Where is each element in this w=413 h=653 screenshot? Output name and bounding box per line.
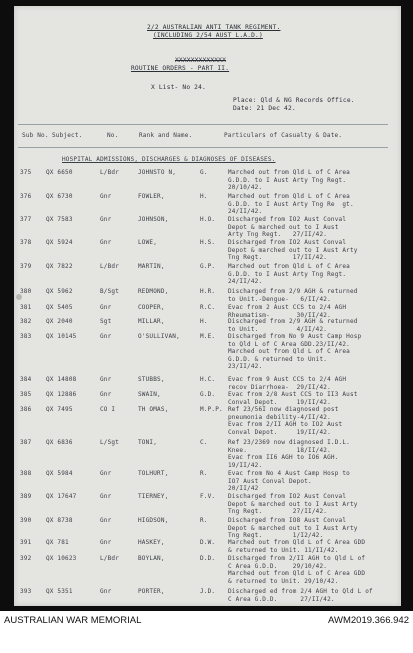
entry-service-no: QX 7822 [46, 263, 73, 270]
entry-particulars-line: C Area G.D.D. 27/II/42. [228, 595, 335, 603]
entry-sub-no: 385 [20, 391, 32, 398]
entry-initials: R. [200, 517, 208, 524]
entry-initials: R.C. [200, 304, 216, 311]
col-rank-name: Rank and Name. [139, 132, 193, 139]
entry-rank: CO I [100, 406, 116, 413]
entry-rank: Gnr [100, 216, 112, 223]
entry-rank: Gnr [100, 517, 112, 524]
entry-sub-no: 376 [20, 193, 32, 200]
document-page [14, 6, 401, 606]
entry-initials: R. [200, 470, 208, 477]
entry-particulars-line: Ref 23/56I now diagnosed post [228, 406, 339, 413]
entry-service-no: QX 7583 [46, 216, 73, 223]
entry-service-no: QX 5924 [46, 239, 73, 246]
entry-service-no: QX 14808 [46, 376, 77, 383]
entry-particulars-line: 20/II/42 [228, 485, 259, 493]
entry-service-no: QX 781 [46, 539, 69, 546]
entry-sub-no: 378 [20, 239, 32, 246]
entry-rank: Gnr [100, 588, 112, 595]
entry-particulars-line: Rheumatism- 30/II/42. [228, 311, 331, 319]
entry-particulars-line: Depot & marched out to I Aust Arty [228, 500, 358, 508]
entry-particulars-line: 24/II/42. [228, 208, 263, 216]
entry-surname: BOYLAN, [138, 555, 165, 562]
entry-particulars-line: Evac from No 4 Aust Camp Hosp to [228, 470, 350, 477]
entry-rank: Gnr [100, 539, 112, 546]
entry-sub-no: 388 [20, 470, 32, 477]
entry-particulars-line: Discharged from 2/9 AGH & returned [228, 318, 358, 325]
entry-sub-no: 375 [20, 169, 32, 176]
entry-surname: TIERNEY, [138, 493, 169, 500]
entry-particulars-line: Marched out from Qld L of C Area GDD [228, 570, 366, 578]
orders-title: ROUTINE ORDERS - PART II. [131, 65, 230, 72]
entry-particulars-line: Evac from 2 Aust CCS to 2/4 AGH [228, 304, 347, 311]
entry-particulars-line: Evac from 2/II AGH to IO2 Aust [228, 421, 343, 429]
entry-initials: H.C. [200, 376, 216, 383]
entry-service-no: QX 5962 [46, 288, 73, 295]
entry-service-no: QX 10623 [46, 555, 77, 562]
entry-surname: REDMOND, [138, 288, 169, 295]
entry-particulars-line: Discharged from 2/9 AGH & returned [228, 288, 358, 295]
header-rule-bottom [18, 147, 388, 148]
entry-service-no: QX 6730 [46, 193, 73, 200]
entry-particulars-line: & returned to Unit. 29/10/42. [228, 577, 339, 585]
entry-particulars-line: Evac from 2/8 Aust CCS to II3 Aust [228, 391, 358, 398]
entry-initials: M.E. [200, 333, 216, 340]
entry-particulars-line: to Unit. 4/II/42. [228, 325, 328, 333]
entry-surname: PORTER, [138, 588, 165, 595]
entry-particulars-line: G.D.D. & returned to Unit. [228, 355, 328, 363]
entry-particulars-line: to Unit.-Dengue- 6/II/42. [228, 295, 331, 303]
entry-sub-no: 387 [20, 439, 32, 446]
entry-rank: Gnr [100, 239, 112, 246]
entry-rank: Gnr [100, 376, 112, 383]
entry-rank: L/Bdr [100, 263, 120, 270]
entry-service-no: QX 17647 [46, 493, 77, 500]
entry-initials: H. [200, 318, 208, 325]
footer-accession: AWM2019.366.942 [328, 615, 409, 626]
col-no: No. [107, 132, 119, 139]
entry-particulars-line: Marched out from Qld L of C Area [228, 193, 350, 200]
section-title: HOSPITAL ADMISSIONS, DISCHARGES & DIAGNOSES OF DISEASES. [62, 156, 276, 163]
entry-service-no: QX 7495 [46, 406, 73, 413]
entry-service-no: QX 5351 [46, 588, 73, 595]
entry-rank: Gnr [100, 493, 112, 500]
entry-surname: TONI, [138, 439, 158, 446]
entry-particulars-line: Marched out from Qld L of C Area [228, 169, 350, 176]
entry-particulars-line: Depot & marched out to I Aust Arty [228, 246, 358, 254]
entry-initials: D.D. [200, 555, 216, 562]
entry-service-no: QX 12886 [46, 391, 77, 398]
entry-sub-no: 393 [20, 588, 32, 595]
entry-rank: L/Bdr [100, 169, 120, 176]
unit-heading: 2/2 AUSTRALIAN ANTI TANK REGIMENT. [147, 24, 281, 31]
entry-particulars-line: Discharged from 2/II AGH to Qld L of [228, 555, 366, 562]
header-rule-top [18, 124, 388, 125]
entry-sub-no: 384 [20, 376, 32, 383]
entry-initials: C. [200, 439, 208, 446]
entry-surname: JOHNSTO N, [138, 169, 177, 176]
entry-particulars-line: Conval Depot. 19/II/42. [228, 428, 331, 436]
entry-surname: STUBBS, [138, 376, 165, 383]
entry-initials: H.O. [200, 216, 216, 223]
entry-sub-no: 382 [20, 318, 32, 325]
entry-surname: O'SULLIVAN, [138, 333, 180, 340]
entry-service-no: QX 6650 [46, 169, 73, 176]
entry-sub-no: 389 [20, 493, 32, 500]
entry-particulars-line: Ref 23/2369 now diagnosed I.D.L. [228, 439, 350, 446]
entry-rank: Gnr [100, 470, 112, 477]
col-particulars: Particulars of Casualty & Date. [224, 132, 343, 139]
place-line: Place: Qld & NG Records Office. [233, 97, 355, 104]
entry-particulars-line: to Qld L of C Area GDD.23/II/42. [228, 340, 350, 348]
entry-initials: G.D. [200, 391, 216, 398]
entry-particulars-line: G.D.D. to I Aust Arty Tng Regt. [228, 176, 347, 184]
entry-initials: H. [200, 193, 208, 200]
entry-sub-no: 392 [20, 555, 32, 562]
entry-rank: Gnr [100, 193, 112, 200]
entry-sub-no: 381 [20, 304, 32, 311]
entry-surname: COOPER, [138, 304, 165, 311]
entry-rank: Gnr [100, 333, 112, 340]
entry-particulars-line: Discharged ed from 2/4 AGH to Qld L of [228, 588, 373, 595]
entry-surname: TH OMAS, [138, 406, 169, 413]
entry-sub-no: 386 [20, 406, 32, 413]
entry-particulars-line: Conval Depot. 19/II/42. [228, 398, 331, 406]
entry-initials: J.D. [200, 588, 216, 595]
entry-initials: D.W. [200, 539, 216, 546]
entry-particulars-line: & returned to Unit. 11/II/42. [228, 546, 339, 554]
entry-particulars-line: Marched out from Qld L of C Area [228, 263, 350, 270]
entry-sub-no: 377 [20, 216, 32, 223]
entry-surname: HASKEY, [138, 539, 165, 546]
footer-source: AUSTRALIAN WAR MEMORIAL [4, 615, 142, 626]
entry-particulars-line: pneumonia debility-4/II/42. [228, 413, 331, 421]
entry-initials: H.R. [200, 288, 216, 295]
date-line: Date: 21 Dec 42. [233, 105, 296, 112]
entry-surname: SWAIN, [138, 391, 161, 398]
entry-particulars-line: Depot & marched out to I Aust [228, 223, 339, 231]
entry-sub-no: 391 [20, 539, 32, 546]
entry-particulars-line: Arty Tng Regt. 27/II/42. [228, 231, 328, 239]
entry-surname: MILLAR, [138, 318, 165, 325]
entry-particulars-line: Evac from 9 Aust CCS to 2/4 AGH [228, 376, 347, 383]
entry-particulars-line: 24/II/42. [228, 278, 263, 286]
entry-surname: LOWE, [138, 239, 158, 246]
entry-initials: H.S. [200, 239, 216, 246]
entry-particulars-line: Evac from II6 AGH to IO6 AGH. [228, 454, 339, 462]
entry-particulars-line: Marched out from Qld L of C Area GDD [228, 539, 366, 546]
entry-particulars-line: 19/II/42. [228, 461, 263, 469]
entry-particulars-line: Tng Regt. 27/II/42. [228, 508, 328, 516]
crossed-out-text: XXXXXXXXXXXXX [175, 57, 227, 64]
entry-particulars-line: Discharged from IO2 Aust Conval [228, 239, 347, 246]
entry-particulars-line: Discharged from IO2 Aust Conval [228, 493, 347, 500]
entry-surname: FOWLER, [138, 193, 165, 200]
entry-particulars-line: recov Diarrhoea- 29/II/42. [228, 383, 331, 391]
entry-service-no: QX 2040 [46, 318, 73, 325]
entry-rank: Sgt [100, 318, 112, 325]
entry-sub-no: 383 [20, 333, 32, 340]
unit-subheading: (INCLUDING 2/54 AUST L.A.D.) [153, 32, 263, 39]
list-number: X List- No 24. [151, 84, 206, 91]
entry-particulars-line: Discharged from IO2 Aust Conval [228, 216, 347, 223]
entry-particulars-line: Marched out from Qld L of C Area [228, 348, 350, 356]
entry-particulars-line: Tng Regt. 1/I2/42. [228, 532, 324, 540]
entry-surname: TOLHURT, [138, 470, 169, 477]
entry-initials: G. [200, 169, 208, 176]
entry-particulars-line: 23/II/42. [228, 363, 263, 371]
entry-surname: MARTIN, [138, 263, 165, 270]
entry-particulars-line: C Area G.D.D. 29/10/42. [228, 562, 328, 570]
entry-service-no: QX 6836 [46, 439, 73, 446]
col-subject: Subject. [52, 132, 83, 139]
entry-particulars-line: Knee. 18/II/42. [228, 446, 331, 454]
col-sub-no: Sub No. [22, 132, 49, 139]
entry-particulars-line: Tng Regt. 17/II/42. [228, 254, 328, 262]
entry-particulars-line: Discharged from IO8 Aust Conval [228, 517, 347, 524]
entry-service-no: QX 10145 [46, 333, 77, 340]
entry-rank: B/Sgt [100, 288, 120, 295]
entry-sub-no: 379 [20, 263, 32, 270]
entry-service-no: QX 5405 [46, 304, 73, 311]
entry-particulars-line: Discharged from No 9 Aust Camp Hosp [228, 333, 362, 340]
entry-initials: F.V. [200, 493, 216, 500]
entry-surname: JOHNSON, [138, 216, 169, 223]
entry-service-no: QX 5984 [46, 470, 73, 477]
entry-sub-no: 390 [20, 517, 32, 524]
entry-rank: L/Sgt [100, 439, 120, 446]
entry-particulars-line: Depot & marched out to I Aust Arty [228, 524, 358, 532]
entry-surname: HIGDSON, [138, 517, 169, 524]
entry-rank: L/Bdr [100, 555, 120, 562]
entry-rank: Gnr [100, 304, 112, 311]
entry-particulars-line: 20/10/42. [228, 184, 263, 192]
entry-service-no: QX 8738 [46, 517, 73, 524]
entry-particulars-line: G.D.D. to I Aust Arty Tng Re gt. [228, 200, 354, 208]
entry-initials: M.P.P. [200, 406, 223, 413]
entry-initials: G.P. [200, 263, 216, 270]
entry-sub-no: 380 [20, 288, 32, 295]
entry-particulars-line: G.D.D. to I Aust Arty Tng Regt. [228, 270, 347, 278]
entry-rank: Gnr [100, 391, 112, 398]
entry-particulars-line: IO7 Aust Conval Depot. [228, 477, 312, 485]
